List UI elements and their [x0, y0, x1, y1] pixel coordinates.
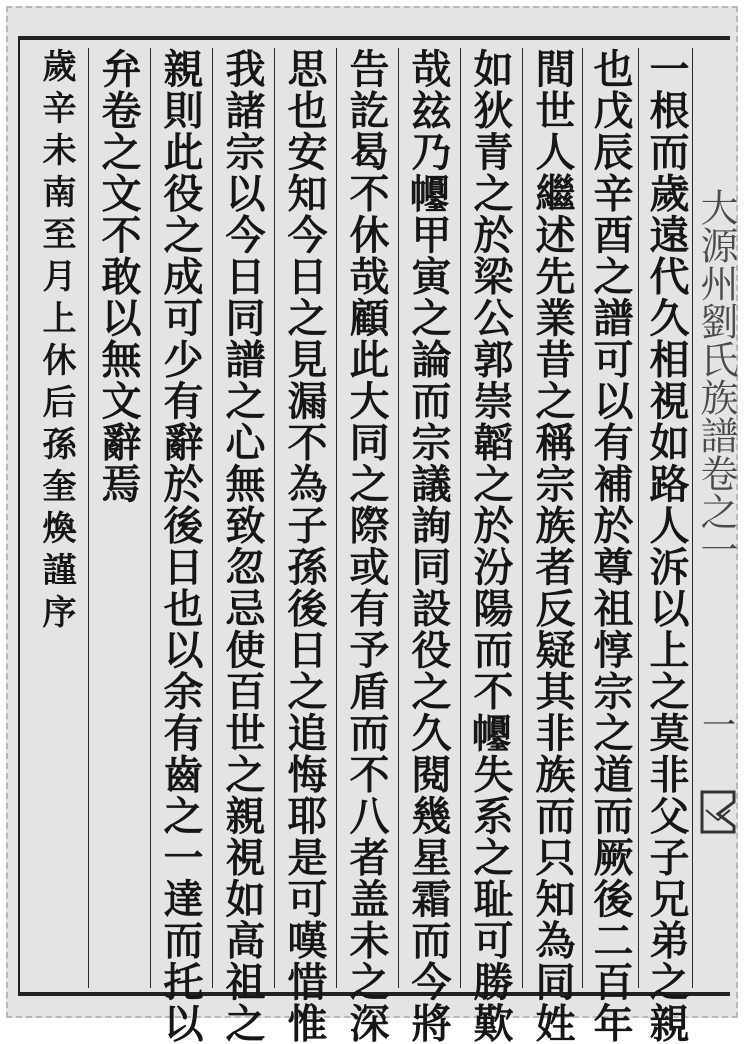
- column-rule: [398, 48, 399, 988]
- column-rule: [638, 48, 639, 988]
- column-text: 思也安知今日之見漏不為子孫後日之追悔耶是可嘆惜惟: [281, 48, 328, 1044]
- column-text: 我諸宗以今日同譜之心無致忽忌使百世之親視如高祖之: [219, 48, 266, 1044]
- column-rule: [274, 48, 275, 988]
- column-rule: [582, 48, 583, 988]
- column-text: 親則此役之成可少有辭於後日也以余有齒之一達而托以: [157, 48, 204, 1044]
- column-text: 如狄青之於梁公郭崇韜之於汾陽而不𢆀失系之耻可勝歎: [467, 48, 514, 1044]
- column-text: 弁卷之文不敢以無文辭焉: [95, 48, 142, 505]
- text-column-5: [402, 48, 454, 1044]
- text-column-1: [640, 48, 692, 1044]
- column-rule: [212, 48, 213, 988]
- column-text: 間世人繼述先業昔之稱宗族者反疑其非族而只知為同姓: [529, 48, 576, 1044]
- column-rule: [336, 48, 337, 988]
- text-column-3: [526, 48, 578, 1044]
- text-column-9: [154, 48, 206, 1044]
- column-rule: [522, 48, 523, 988]
- margin-title-text: 大源州劉氏族譜卷之一: [694, 188, 738, 568]
- column-text: 告訖曷不休哉顧此大同之際或有予盾而不八者盖未之深: [343, 48, 390, 1044]
- text-column-6: [340, 48, 392, 1044]
- column-rule: [460, 48, 461, 988]
- column-text: 也戊辰辛酉之譜可以有補於尊祖惇宗之道而厥後二百年: [587, 48, 634, 1044]
- column-rule: [88, 48, 89, 988]
- text-column-10: [92, 48, 144, 988]
- column-rule: [150, 48, 151, 988]
- margin-leaf-number: 一: [702, 706, 736, 746]
- fish-tail-mark-icon: [700, 790, 736, 834]
- column-text: 哉玆乃𢆀甲寅之論而宗議詢同設役之久閱幾星霜而今將: [405, 48, 452, 1044]
- text-column-colophon: [30, 48, 82, 988]
- column-text: 一根而歲遠代久相視如路人泝以上之莫非父子兄弟之親: [643, 48, 690, 1044]
- book-page: [6, 6, 738, 1044]
- text-column-2: [584, 48, 636, 1044]
- column-rule: [692, 48, 693, 988]
- text-column-4: [464, 48, 516, 1044]
- text-column-8: [216, 48, 268, 1044]
- text-column-7: [278, 48, 330, 1044]
- colophon-text: 歲辛未南至月上休后孫奎煥謹序: [36, 48, 76, 636]
- margin-running-title: [696, 188, 736, 568]
